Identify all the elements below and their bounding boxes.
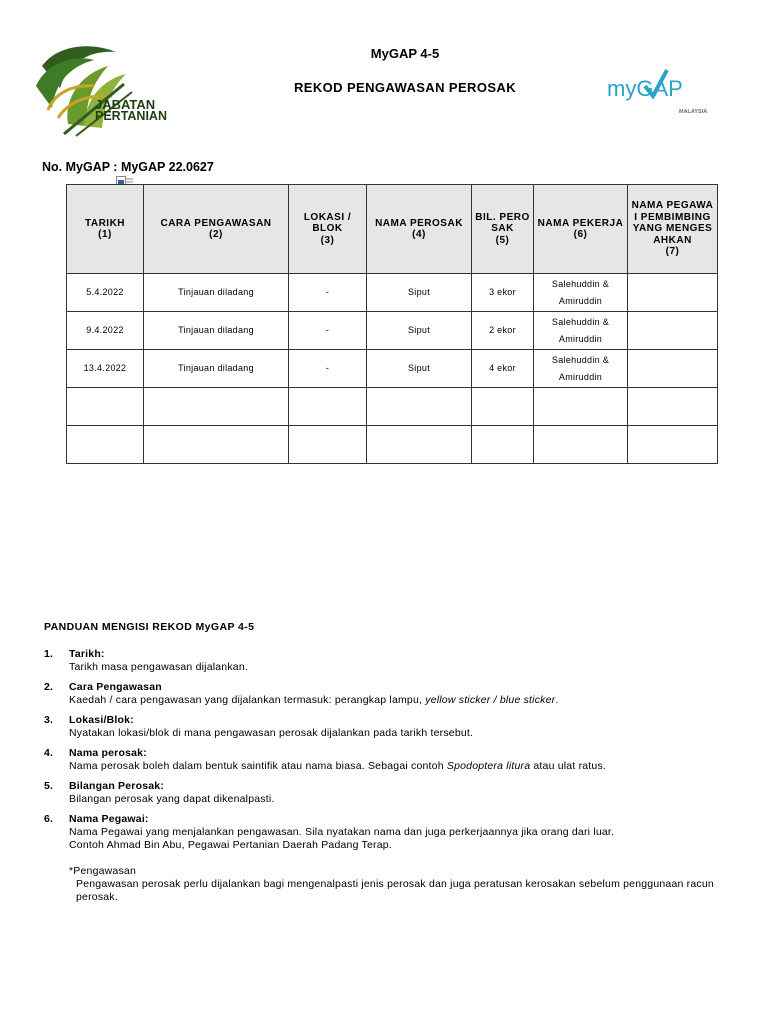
table-row [67, 312, 718, 350]
guide-item-number: 1. [44, 648, 54, 660]
cell-tarikh: 5.4.2022 [67, 274, 144, 312]
header-bil-perosak: BIL. PEROSAK (5) [472, 185, 534, 274]
guide-item [44, 648, 744, 674]
cell-perosak: Siput [367, 274, 472, 312]
cell-pekerja [534, 388, 628, 426]
cell-perosak [367, 388, 472, 426]
guide-section [44, 621, 744, 904]
cell-lokasi: - [289, 350, 367, 388]
mygap-logo-text: myGAP [607, 76, 683, 101]
table-row [67, 388, 718, 426]
cell-cara [144, 388, 289, 426]
guide-item [44, 747, 744, 773]
guide-item [44, 813, 744, 852]
guide-item-number: 5. [44, 780, 54, 792]
cell-pegawai [628, 312, 718, 350]
cell-bil [472, 426, 534, 464]
guide-note-title: *Pengawasan [69, 865, 136, 877]
guide-item-number: 6. [44, 813, 54, 825]
cell-cara [144, 426, 289, 464]
cell-tarikh: 9.4.2022 [67, 312, 144, 350]
guide-item [44, 780, 744, 806]
cell-lokasi [289, 388, 367, 426]
guide-item-body: Nyatakan lokasi/blok di mana pengawasan perosak dijalankan pada tarikh tersebut. [69, 727, 474, 739]
cell-pekerja: Salehuddin & Amiruddin [534, 274, 628, 312]
guide-item-number: 4. [44, 747, 54, 759]
form-code: MyGAP 4-5 [370, 46, 440, 61]
guide-item-title: Lokasi/Blok: [69, 714, 134, 726]
mygap-logo-sub: MALAYSIA [679, 109, 708, 115]
header-lokasi-blok: LOKASI / BLOK (3) [289, 185, 367, 274]
guide-item-number: 3. [44, 714, 54, 726]
cell-cara: Tinjauan diladang [144, 312, 289, 350]
cell-bil: 2 ekor [472, 312, 534, 350]
guide-item-title: Tarikh: [69, 648, 105, 660]
cell-bil: 4 ekor [472, 350, 534, 388]
cell-tarikh [67, 426, 144, 464]
guide-item [44, 714, 744, 740]
pest-monitoring-table [66, 184, 718, 464]
cell-pekerja: Salehuddin & Amiruddin [534, 350, 628, 388]
table-row [67, 274, 718, 312]
mygap-logo [605, 56, 733, 118]
guide-item-body: Nama perosak boleh dalam bentuk saintifik atau nama biasa. Sebagai contoh Spodoptera litura atau ulat ratus. [69, 760, 607, 772]
guide-note [44, 865, 744, 904]
cell-tarikh: 13.4.2022 [67, 350, 144, 388]
header-nama-perosak: NAMA PEROSAK (4) [367, 185, 472, 274]
guide-item-example: Contoh Ahmad Bin Abu, Pegawai Pertanian Daerah Padang Terap. [69, 839, 392, 851]
table-header-row [67, 185, 718, 274]
cell-cara: Tinjauan diladang [144, 350, 289, 388]
table-row [67, 350, 718, 388]
cell-perosak [367, 426, 472, 464]
table-row [67, 426, 718, 464]
guide-item-body: Tarikh masa pengawasan dijalankan. [69, 661, 248, 673]
guide-item-title: Nama Pegawai: [69, 813, 149, 825]
guide-note-body: Pengawasan perosak perlu dijalankan bagi mengenalpasti jenis perosak dan juga peratusan kerosakan sebelum penggunaan racun perosak. [76, 878, 714, 903]
guide-item-body: Bilangan perosak yang dapat dikenalpasti. [69, 793, 275, 805]
header-nama-pegawai: NAMA PEGAWAI PEMBIMBING YANG MENGESAHKAN (7) [628, 185, 718, 274]
cell-pekerja: Salehuddin & Amiruddin [534, 312, 628, 350]
header-cara-pengawasan: CARA PENGAWASAN (2) [144, 185, 289, 274]
cell-perosak: Siput [367, 350, 472, 388]
guide-item-body: Nama Pegawai yang menjalankan pengawasan. Sila nyatakan nama dan juga perkerjaannya jika orang dari luar. [69, 826, 615, 838]
cell-bil: 3 ekor [472, 274, 534, 312]
cell-bil [472, 388, 534, 426]
form-title: REKOD PENGAWASAN PEROSAK [294, 80, 516, 95]
cell-pegawai [628, 274, 718, 312]
guide-item-title: Cara Pengawasan [69, 681, 162, 693]
header-tarikh: TARIKH (1) [67, 185, 144, 274]
cell-perosak: Siput [367, 312, 472, 350]
cell-lokasi: - [289, 312, 367, 350]
guide-item-body: Kaedah / cara pengawasan yang dijalankan termasuk: perangkap lampu, yellow sticker / blue sticker. [69, 694, 559, 706]
cell-lokasi [289, 426, 367, 464]
header-nama-pekerja: NAMA PEKERJA (6) [534, 185, 628, 274]
cell-cara: Tinjauan diladang [144, 274, 289, 312]
guide-item [44, 681, 744, 707]
cell-pegawai [628, 426, 718, 464]
guide-item-number: 2. [44, 681, 54, 693]
cell-pegawai [628, 350, 718, 388]
reference-number: No. MyGAP : MyGAP 22.0627 [42, 160, 214, 174]
cell-tarikh [67, 388, 144, 426]
guide-item-title: Nama perosak: [69, 747, 147, 759]
guide-item-title: Bilangan Perosak: [69, 780, 165, 792]
guide-heading: PANDUAN MENGISI REKOD MyGAP 4-5 [44, 621, 255, 633]
logo-text-pertanian: PERTANIAN [95, 109, 167, 123]
cell-lokasi: - [289, 274, 367, 312]
cell-pekerja [534, 426, 628, 464]
cell-pegawai [628, 388, 718, 426]
logo-text-jabatan: JABATAN [95, 97, 156, 112]
